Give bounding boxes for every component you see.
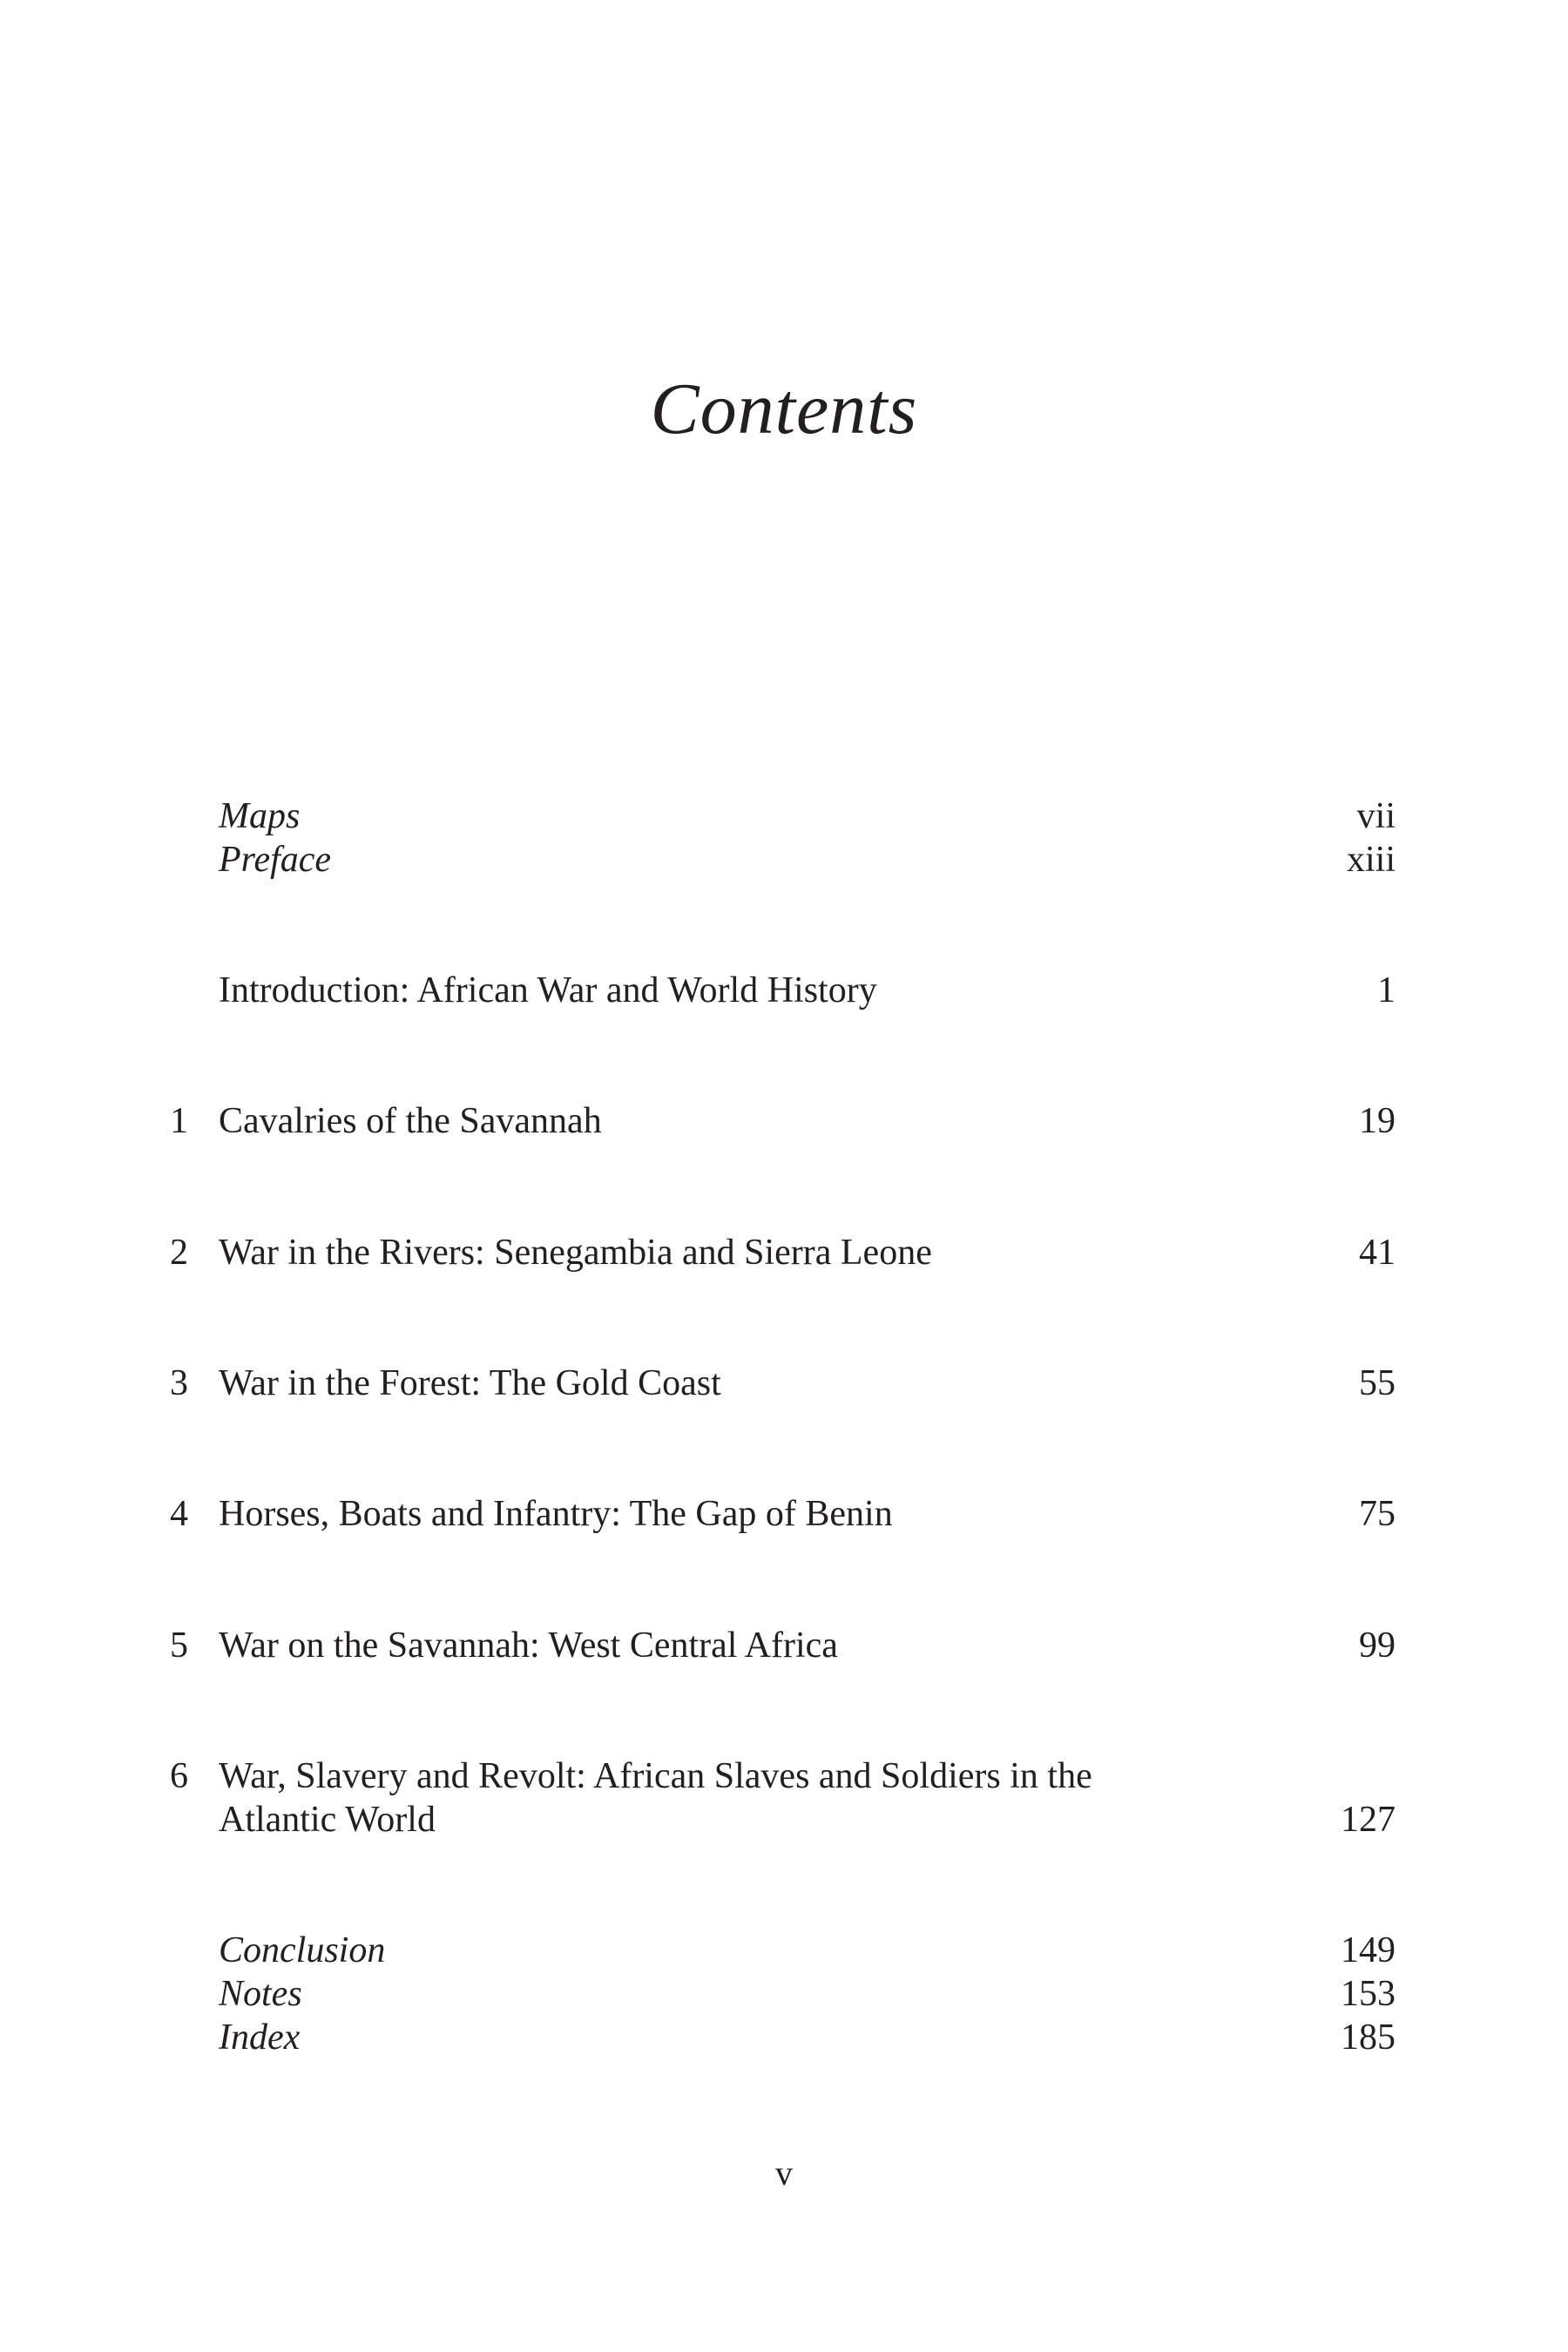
toc-entry-label: Notes — [219, 1974, 302, 2014]
toc-entry-chapter-5 — [0, 1624, 1568, 1667]
toc-entry-label: Cavalries of the Savannah — [219, 1101, 602, 1141]
toc-entry-label: Conclusion — [219, 1930, 386, 1970]
toc-entry-page: 75 — [1359, 1494, 1396, 1534]
toc-entry-conclusion — [0, 1929, 1568, 1972]
toc-entry-chapter-4 — [0, 1492, 1568, 1536]
toc-entry-page: 153 — [1341, 1974, 1396, 2014]
toc-entry-notes — [0, 1972, 1568, 2016]
toc-entry-label-line-1: War, Slavery and Revolt: African Slaves and Soldiers in the — [219, 1756, 1092, 1796]
toc-entry-page: vii — [1356, 796, 1396, 836]
page-title: Contents — [650, 368, 918, 449]
toc-entry-label: Introduction: African War and World History — [219, 970, 877, 1010]
toc-entry-preface — [0, 838, 1568, 882]
toc-entry-page: 127 — [1341, 1800, 1396, 1840]
chapter-number: 2 — [170, 1233, 188, 1273]
toc-entry-page: 185 — [1341, 2017, 1396, 2058]
chapter-number: 4 — [170, 1494, 188, 1534]
toc-entry-label: War on the Savannah: West Central Africa — [219, 1625, 838, 1666]
chapter-number: 1 — [170, 1101, 188, 1141]
toc-entry-label-line-2: Atlantic World — [219, 1800, 436, 1840]
toc-entry-label: War in the Rivers: Senegambia and Sierra Leone — [219, 1233, 932, 1273]
toc-entry-page: xiii — [1346, 840, 1396, 880]
chapter-number: 6 — [170, 1756, 188, 1796]
toc-entry-label: Maps — [219, 796, 301, 836]
toc-entry-page: 99 — [1359, 1625, 1396, 1666]
chapter-number: 5 — [170, 1625, 188, 1666]
toc-entry-label: Index — [219, 2017, 301, 2058]
toc-entry-chapter-2 — [0, 1231, 1568, 1274]
toc-entry-chapter-6-continued — [0, 1798, 1568, 1842]
toc-entry-introduction — [0, 969, 1568, 1012]
toc-entry-page: 149 — [1341, 1930, 1396, 1970]
toc-entry-page: 1 — [1377, 970, 1396, 1010]
chapter-number: 3 — [170, 1363, 188, 1403]
toc-entry-page: 55 — [1359, 1363, 1396, 1403]
toc-entry-index — [0, 2016, 1568, 2059]
toc-entry-chapter-3 — [0, 1362, 1568, 1405]
toc-entry-label: Horses, Boats and Infantry: The Gap of Benin — [219, 1494, 893, 1534]
toc-entry-chapter-1 — [0, 1099, 1568, 1143]
toc-entry-label: War in the Forest: The Gold Coast — [219, 1363, 721, 1403]
page-folio: v — [775, 2153, 793, 2193]
toc-entry-chapter-6 — [0, 1754, 1568, 1798]
toc-entry-maps — [0, 794, 1568, 838]
toc-entry-page: 19 — [1359, 1101, 1396, 1141]
toc-entry-page: 41 — [1359, 1233, 1396, 1273]
toc-entry-label: Preface — [219, 840, 332, 880]
